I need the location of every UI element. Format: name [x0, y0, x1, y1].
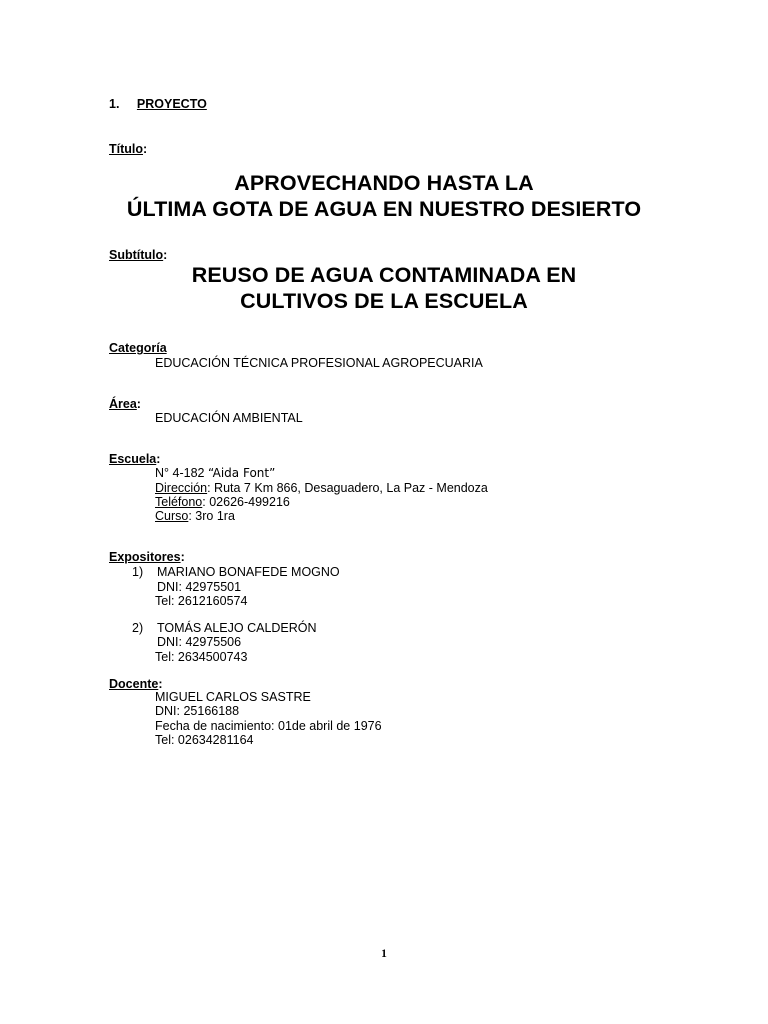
curso-value: : 3ro 1ra [188, 509, 235, 523]
area-label-row [109, 397, 141, 411]
area-colon: : [136, 397, 141, 411]
escuela-curso-row [155, 509, 235, 524]
direccion-value: : Ruta 7 Km 866, Desaguadero, La Paz - Mendoza [207, 481, 488, 495]
expositor-2-name: TOMÁS ALEJO CALDERÓN [157, 621, 317, 635]
docente-nacimiento: Fecha de nacimiento: 01de abril de 1976 [155, 719, 382, 733]
expositor-1-number: 1) [132, 565, 144, 579]
docente-label: Docente [109, 677, 159, 691]
expositores-label-row [109, 550, 185, 564]
escuela-telefono-row [155, 495, 290, 510]
expositor-1-dni: DNI: 42975501 [157, 580, 242, 594]
categoria-value: EDUCACIÓN TÉCNICA PROFESIONAL AGROPECUARIA [155, 356, 483, 370]
direccion-label: Dirección [155, 481, 208, 495]
escuela-name: “Aida Font” [207, 466, 276, 480]
page-number: 1 [381, 948, 387, 960]
subtitulo-colon: : [163, 248, 168, 262]
escuela-label: Escuela [109, 452, 157, 466]
section-heading [109, 97, 207, 111]
escuela-number: N° 4-182 [155, 466, 205, 480]
escuela-name-row [155, 466, 275, 481]
subtitulo-label-row [109, 248, 167, 262]
title-line-1: APROVECHANDO HASTA LA [234, 171, 534, 195]
expositor-1-name: MARIANO BONAFEDE MOGNO [157, 565, 340, 579]
categoria-label: Categoría [109, 341, 167, 355]
expositores-label: Expositores [109, 550, 181, 564]
section-number: 1. [109, 97, 120, 111]
area-label: Área [109, 397, 137, 411]
title-line-2: ÚLTIMA GOTA DE AGUA EN NUESTRO DESIERTO [126, 197, 642, 221]
escuela-colon: : [156, 452, 161, 466]
subtitle-line-1: REUSO DE AGUA CONTAMINADA EN [191, 263, 577, 287]
expositores-colon: : [180, 550, 185, 564]
area-value: EDUCACIÓN AMBIENTAL [155, 411, 303, 425]
escuela-direccion-row [155, 481, 488, 496]
subtitle-line-2: CULTIVOS DE LA ESCUELA [240, 289, 528, 313]
telefono-label: Teléfono [155, 495, 203, 509]
expositor-2-tel: Tel: 2634500743 [155, 650, 248, 664]
expositor-1-tel: Tel: 2612160574 [155, 594, 248, 608]
curso-label: Curso [155, 509, 189, 523]
titulo-label-row [109, 142, 147, 156]
docente-dni: DNI: 25166188 [155, 704, 240, 718]
section-label: PROYECTO [136, 97, 207, 111]
telefono-value: : 02626-499216 [202, 495, 290, 509]
expositor-2-number: 2) [132, 621, 144, 635]
docente-colon: : [158, 677, 163, 691]
docente-name: MIGUEL CARLOS SASTRE [155, 690, 311, 704]
categoria-label-row [109, 341, 167, 355]
docente-label-row [109, 677, 163, 691]
titulo-label: Título [109, 142, 144, 156]
expositor-2-dni: DNI: 42975506 [157, 635, 242, 649]
docente-tel: Tel: 02634281164 [155, 733, 254, 747]
titulo-colon: : [143, 142, 148, 156]
escuela-label-row [109, 452, 160, 466]
subtitulo-label: Subtítulo [109, 248, 164, 262]
